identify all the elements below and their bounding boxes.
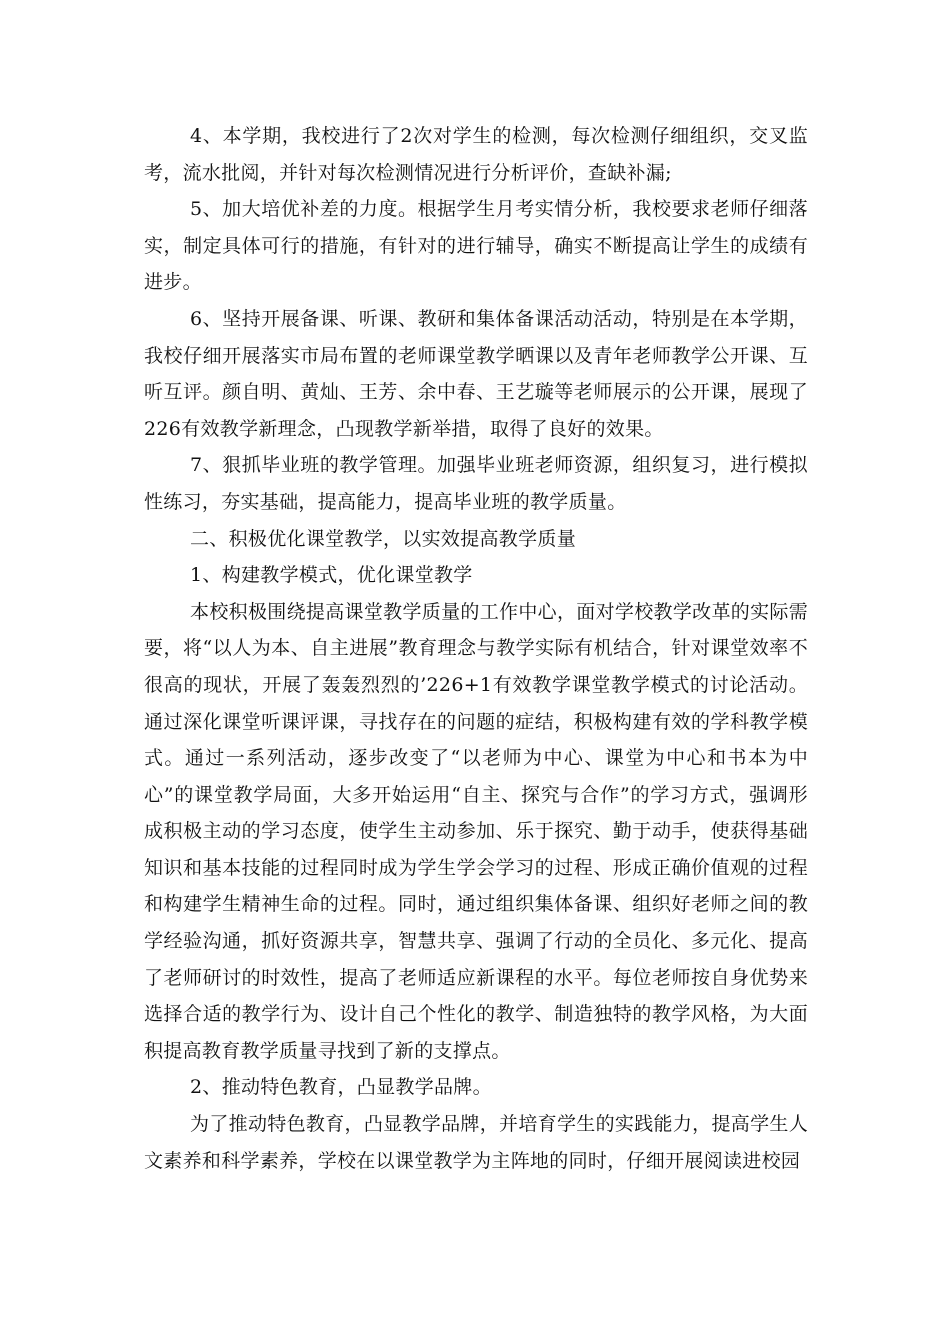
section-heading-2: 二、积极优化课堂教学，以实效提高教学质量 [190,527,577,550]
document-body [144,118,808,1179]
subsection-heading-2: 2、推动特色教育，凸显教学品牌。 [190,1076,492,1099]
subsection-heading-1: 1、构建教学模式，优化课堂教学 [190,564,473,587]
paragraph-item-6-lesson-prep: 6、坚持开展备课、听课、教研和集体备课活动活动，特别是在本学期，我校仔细开展落实市局布置的老师课堂教学晒课以及青年老师教学公开课、互听互评。颜自明、黄灿、王芳、余中春、王艺璇等老师展示的公开课，展现了226有效教学新理念，凸现教学新举措，取得了良好的效果。 [144,307,808,440]
paragraph-special-education: 为了推动特色教育，凸显教学品牌，并培育学生的实践能力，提高学生人文素养和科学素养，学校在以课堂教学为主阵地的同时，仔细开展阅读进校园 [144,1113,808,1172]
paragraph-item-5-tutoring: 5、加大培优补差的力度。根据学生月考实情分析，我校要求老师仔细落实，制定具体可行的措施，有针对的进行辅导，确实不断提高让学生的成绩有进步。 [144,198,808,294]
paragraph-teaching-model: 本校积极围绕提高课堂教学质量的工作中心，面对学校教学改革的实际需要，将“以人为本、自主进展”教育理念与教学实际有机结合，针对课堂效率不很高的现状，开展了轰轰烈烈的’226+1有效教学课堂教学模式的讨论活动。通过深化课堂听课评课，寻找存在的问题的症结，积极构建有效的学科教学模式。通过一系列活动，逐步改变了“以老师为中心、课堂为中心和书本为中心”的课堂教学局面，大多开始运用“自主、探究与合作”的学习方式，强调形成积极主动的学习态度，使学生主动参加、乐于探究、勤于动手，使获得基础知识和基本技能的过程同时成为学生学会学习的过程、形成正确价值观的过程和构建学生精神生命的过程。同时，通过组织集体备课、组织好老师之间的教学经验沟通，抓好资源共享，智慧共享、强调了行动的全员化、多元化、提高了老师研讨的时效性，提高了老师适应新课程的水平。每位老师按自身优势来选择合适的教学行为、设计自己个性化的教学、制造独特的教学风格，为大面积提高教育教学质量寻找到了新的支撑点。 [144,600,808,1062]
paragraph-item-4-exams: 4、本学期，我校进行了2次对学生的检测，每次检测仔细组织，交叉监考，流水批阅，并针对每次检测情况进行分析评价，查缺补漏; [144,125,808,184]
paragraph-item-7-graduating-class: 7、狠抓毕业班的教学管理。加强毕业班老师资源，组织复习，进行模拟性练习，夯实基础，提高能力，提高毕业班的教学质量。 [144,454,808,513]
